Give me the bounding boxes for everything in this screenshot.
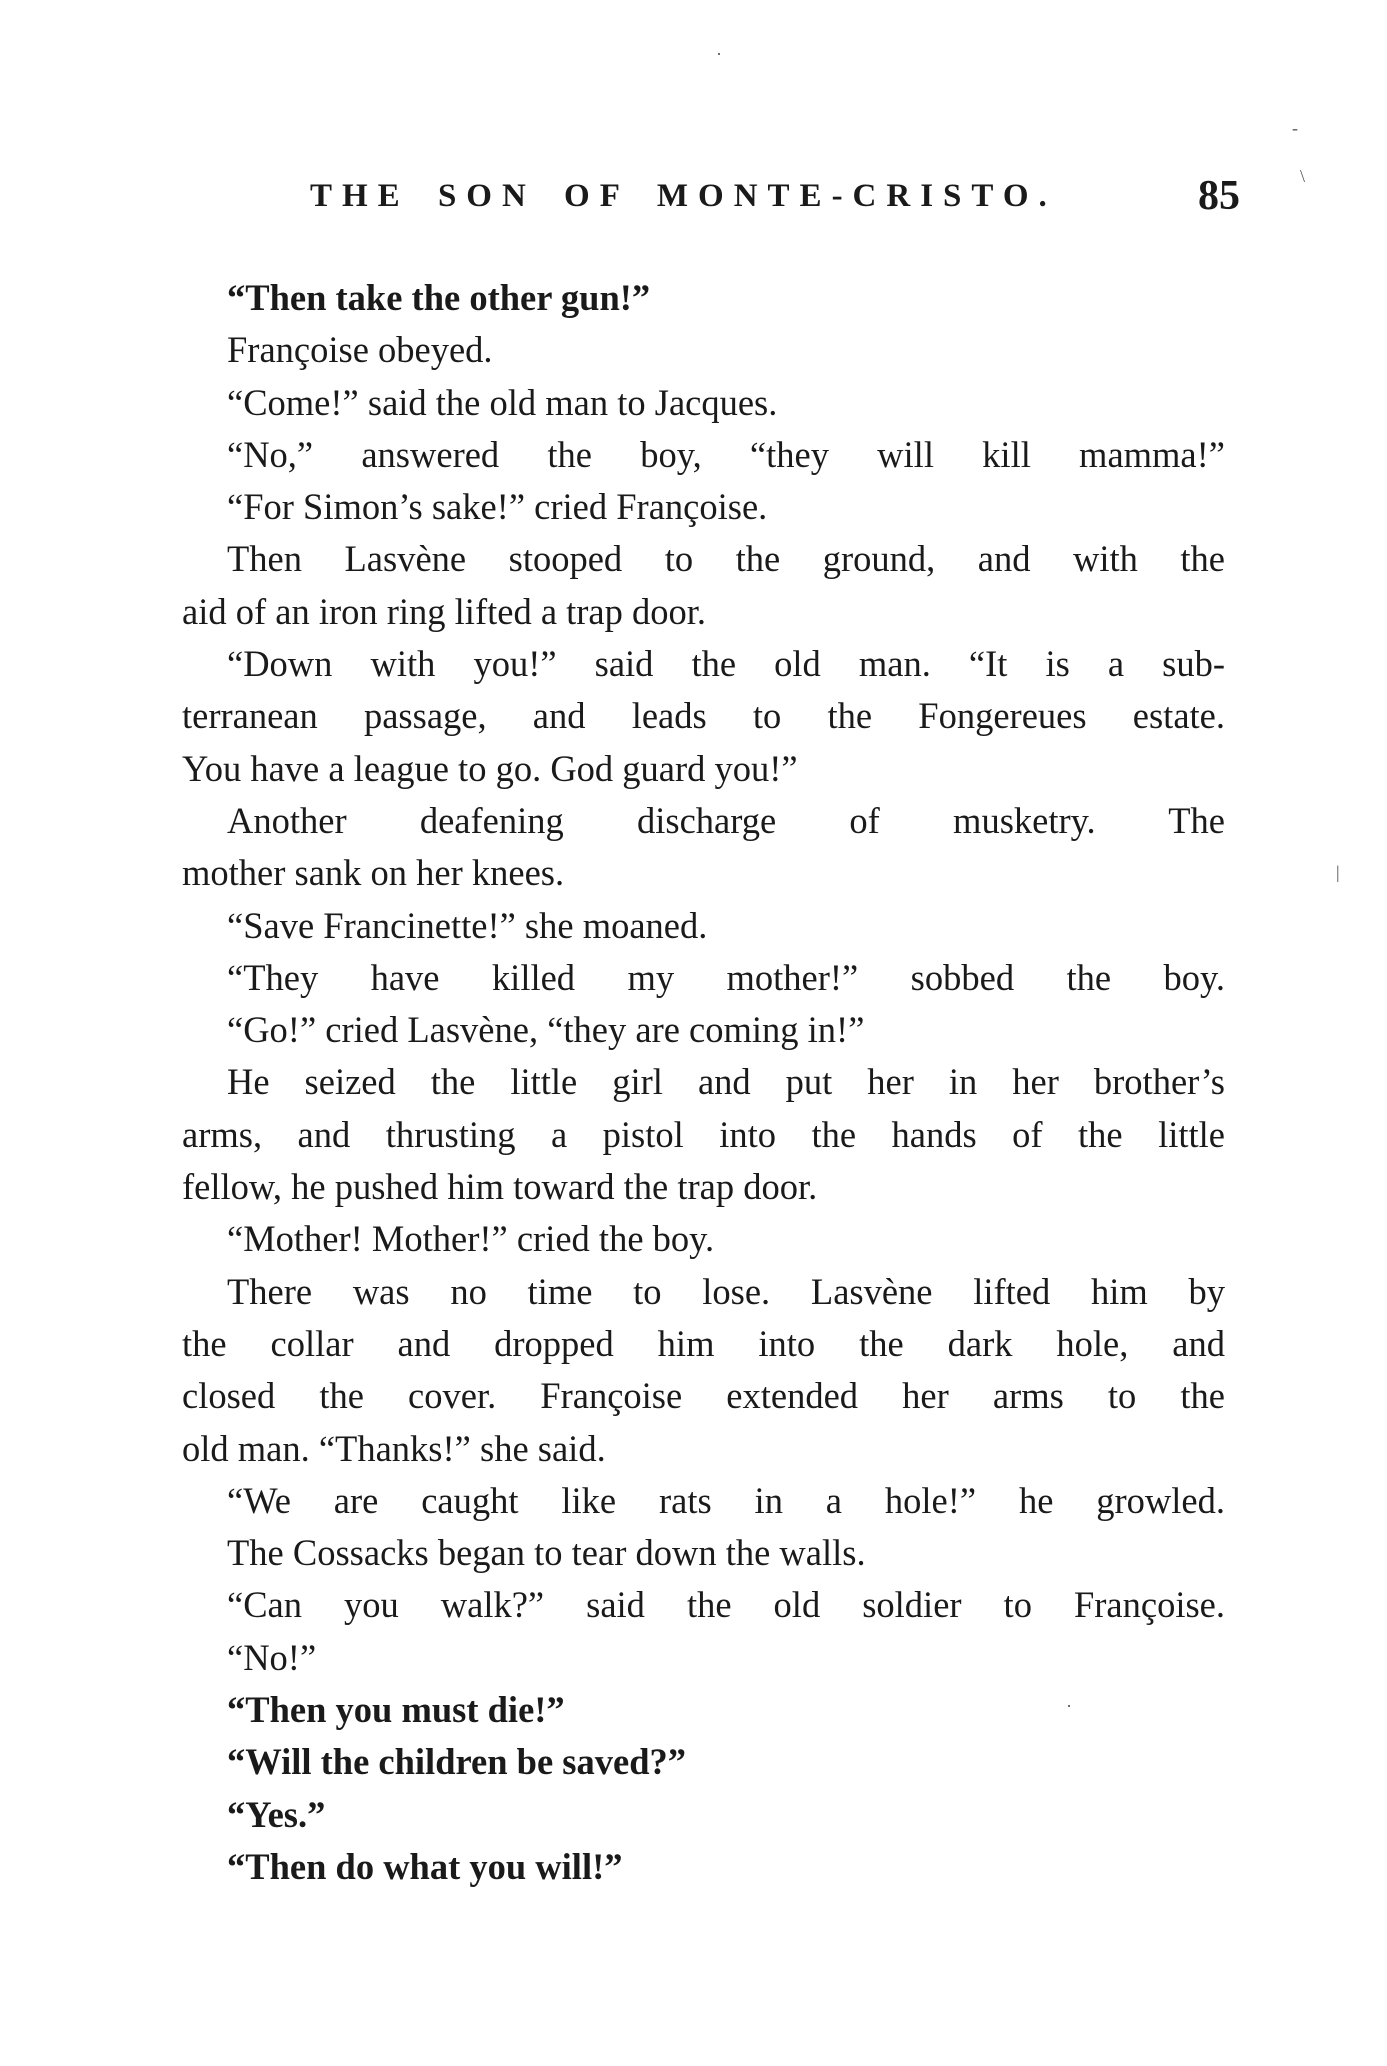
running-head: THE SON OF MONTE-CRISTO. <box>310 178 1057 214</box>
scan-speck: \ <box>1300 166 1306 186</box>
text-line: terranean passage, and leads to the Fongereues estate. <box>182 695 1225 737</box>
text-line: “No!” <box>227 1636 317 1678</box>
scan-speck: | <box>1336 862 1340 882</box>
text-line: old man. “Thanks!” she said. <box>182 1427 606 1469</box>
text-line: “For Simon’s sake!” cried Françoise. <box>227 486 768 528</box>
page-header <box>310 172 1240 220</box>
scan-speck: · <box>716 44 722 64</box>
text-line: “Will the children be saved?” <box>227 1741 686 1783</box>
text-line: Then Lasvène stooped to the ground, and with the <box>227 538 1225 580</box>
text-line: “They have killed my mother!” sobbed the boy. <box>227 956 1225 998</box>
text-line: the collar and dropped him into the dark hole, and <box>182 1322 1225 1364</box>
scan-speck: · <box>1066 1696 1072 1716</box>
text-line: The Cossacks began to tear down the walls. <box>227 1532 866 1574</box>
text-line: “Come!” said the old man to Jacques. <box>227 381 778 423</box>
text-line: “Mother! Mother!” cried the boy. <box>227 1218 715 1260</box>
text-line: “Go!” cried Lasvène, “they are coming in!” <box>227 1009 865 1051</box>
text-line: “We are caught like rats in a hole!” he growled. <box>227 1479 1225 1521</box>
text-line: Another deafening discharge of musketry. The <box>227 799 1225 841</box>
page-number: 85 <box>1198 173 1240 219</box>
text-line: closed the cover. Françoise extended her arms to the <box>182 1375 1225 1417</box>
body-text <box>182 272 1225 1893</box>
text-line: mother sank on her knees. <box>182 852 565 894</box>
text-line: “Then you must die!” <box>227 1689 565 1731</box>
text-line: “Can you walk?” said the old soldier to Françoise. <box>227 1584 1225 1626</box>
text-line: “Save Francinette!” she moaned. <box>227 904 708 946</box>
text-line: “No,” answered the boy, “they will kill mamma!” <box>227 433 1225 475</box>
text-line: Françoise obeyed. <box>227 329 493 371</box>
scan-speck: - <box>1292 118 1298 138</box>
text-line: “Then do what you will!” <box>227 1845 623 1887</box>
text-line: aid of an iron ring lifted a trap door. <box>182 590 707 632</box>
text-line: “Yes.” <box>227 1793 326 1835</box>
text-line: You have a league to go. God guard you!” <box>182 747 798 789</box>
text-line: “Then take the other gun!” <box>227 277 651 318</box>
text-line: arms, and thrusting a pistol into the hands of the little <box>182 1113 1225 1155</box>
text-line: There was no time to lose. Lasvène lifted him by <box>227 1270 1225 1312</box>
text-line: “Down with you!” said the old man. “It is a sub- <box>227 643 1225 685</box>
text-line: fellow, he pushed him toward the trap door. <box>182 1166 818 1208</box>
text-line: He seized the little girl and put her in her brother’s <box>227 1061 1225 1103</box>
